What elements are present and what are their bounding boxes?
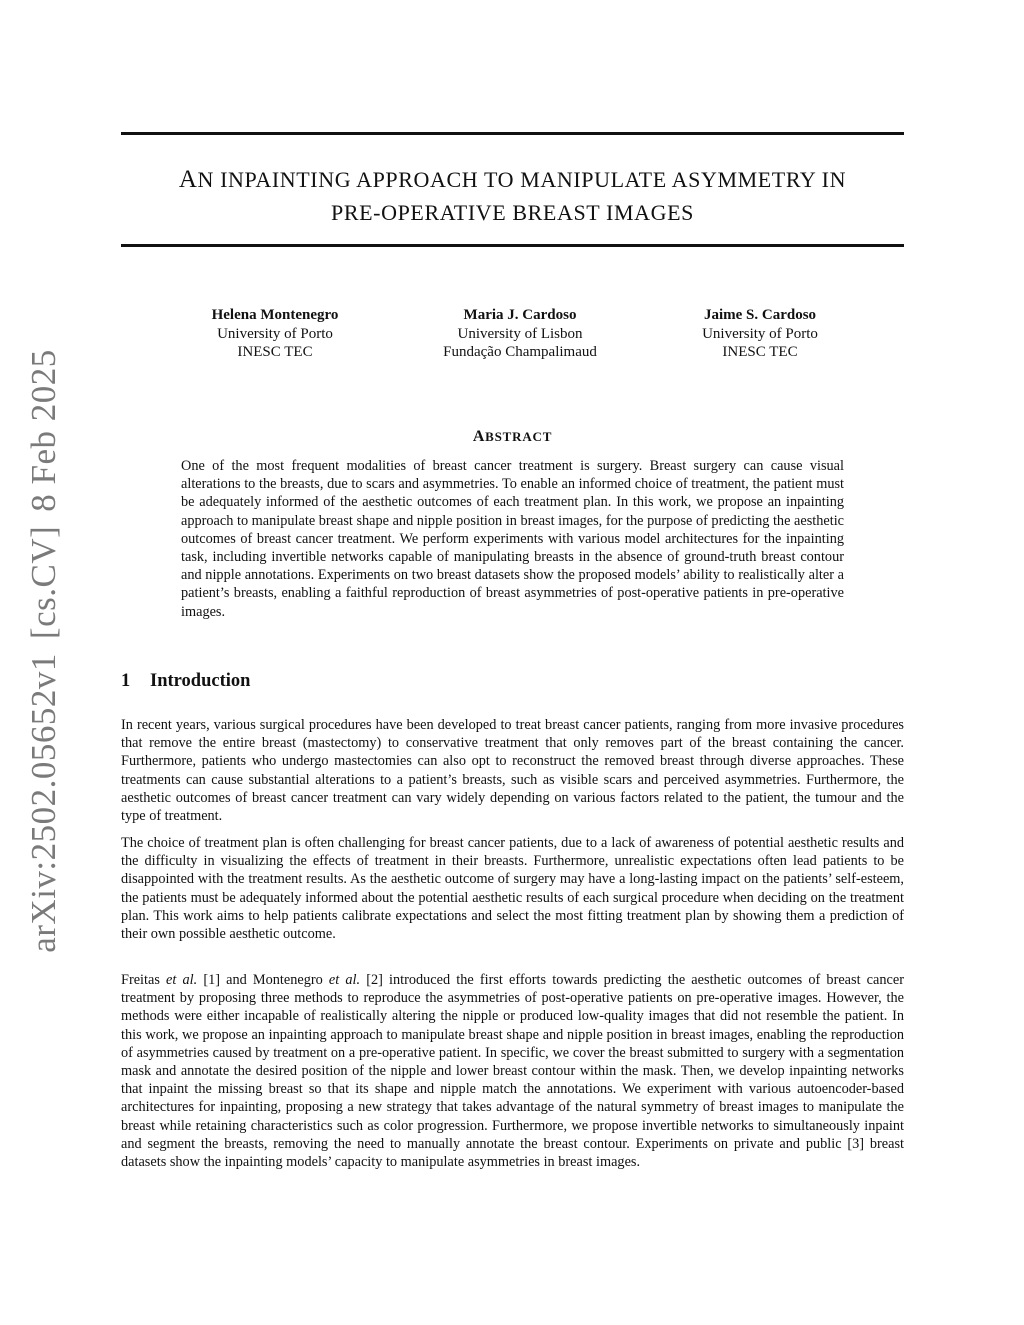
- arxiv-date: 8 Feb 2025: [24, 349, 63, 512]
- para3-text-b: [1] and Montenegro: [197, 972, 329, 988]
- para3-text-c: [2] introduced the first efforts towards predicting the aesthetic outcomes of breast cancer treatment by proposing three methods to reproduce the asymmetries of post-operative patients on pre-operative images. However, the methods were either incapable of realistically altering the nipple or produced low-quality images that did not resemble the patient. In this work, we propose an inpainting approach to manipulate breast shape and nipple position in breast images, enabling the reproduction of asymmetries caused by treatment on a pre-operative patient. In specific, we cover the breast submitted to surgery with a segmentation mask and annotate the desired position of the nipple and lower breast contour within the mask. Then, we develop inpainting networks that inpaint the missing breast so that its shape and nipple match the annotations. We experiment with various autoencoder-based architectures for inpainting, proposing a new strategy that takes advantage of the natural symmetry of breast images to manipulate the breast while retaining characteristics such as color progression. Furthermore, we propose invertible networks to simultaneously inpaint and segment the breasts, removing the need to manually annotate the breast contour. Experiments on private and public [3] breast datasets show the inpainting models’ capacity to manipulate asymmetries in breast images.: [121, 972, 904, 1171]
- author-name: Helena Montenegro: [211, 307, 339, 323]
- title-top-rule: [121, 132, 904, 135]
- abstract-text: One of the most frequent modalities of breast cancer treatment is surgery. Breast surgery can cause visual alterations to the breasts, due to scars and asymmetries. To enable an informed choice of treatment, the patient must be adequately informed of the aesthetic outcomes of each treatment plan. In this work, we propose an inpainting approach to manipulate breast shape and nipple position in breast images, for the purpose of predicting the aesthetic outcomes of breast cancer treatment. We perform experiments with various model architectures for the inpainting task, including invertible networks capable of manipulating breasts in the absence of ground-truth breast contour and nipple annotations. Experiments on two breast datasets show the proposed models’ ability to realistically alter a patient’s breasts, enabling a faithful reproduction of breast asymmetries of post-operative patients in pre-operative images.: [181, 458, 845, 620]
- arxiv-category: [cs.CV]: [24, 525, 63, 640]
- section-title: Introduction: [150, 671, 251, 691]
- author-block: [390, 306, 650, 362]
- intro-paragraph-3: [121, 971, 904, 1171]
- para3-etal-2: et al.: [328, 972, 361, 988]
- paper-title-line-2: PRE-OPERATIVE BREAST IMAGES: [331, 200, 694, 225]
- author-affiliation: University of Lisbon: [457, 325, 583, 342]
- section-heading-introduction: [121, 671, 250, 692]
- abstract-heading: [121, 428, 904, 446]
- abstract-heading-initial: A: [472, 428, 486, 445]
- intro-paragraph-2: The choice of treatment plan is often challenging for breast cancer patients, due to a lack of awareness of potential aesthetic results and the difficulty in visualizing the effects of treatment in their breasts. Furthermore, unrealistic expectations often lead patients to be disappointed with the treatment results. As the aesthetic outcome of surgery may have a long-lasting impact on the patients’ self-esteem, the patients must be adequately informed about the potential aesthetic results of each surgical procedure when deciding on the treatment plan. This work aims to help patients calibrate expectations and select the most fitting treatment plan by showing them a prediction of their own possible aesthetic outcome.: [121, 835, 904, 943]
- title-initial-letter: A: [178, 166, 198, 193]
- author-affiliation: University of Porto: [217, 325, 333, 342]
- author-block: [145, 306, 405, 362]
- author-affiliation: INESC TEC: [237, 344, 313, 360]
- author-affiliation: University of Porto: [702, 325, 818, 342]
- section-number: 1: [121, 671, 131, 691]
- para3-text-a: Freitas: [121, 972, 167, 988]
- title-line-1-text: N INPAINTING APPROACH TO MANIPULATE ASYMMETRY IN: [197, 167, 847, 192]
- abstract-heading-rest: BSTRACT: [485, 429, 553, 444]
- title-bottom-rule: [121, 244, 904, 247]
- author-affiliation: Fundação Champalimaud: [443, 344, 597, 360]
- author-block: [630, 306, 890, 362]
- paper-title-line-1: [121, 164, 904, 196]
- author-name: Maria J. Cardoso: [463, 307, 577, 323]
- arxiv-id: arXiv:2502.05652v1: [24, 653, 63, 953]
- arxiv-side-stamp: [24, 335, 64, 953]
- author-affiliation: INESC TEC: [722, 344, 798, 360]
- para3-etal-1: et al.: [166, 972, 198, 988]
- author-name: Jaime S. Cardoso: [703, 307, 817, 323]
- intro-paragraph-1: In recent years, various surgical procedures have been developed to treat breast cancer patients, ranging from more invasive procedures that remove the entire breast (mastectomy) to conservative treatment that only removes part of the breast containing the cancer. Furthermore, patients who undergo mastectomies can also opt to reconstruct the removed breast through diverse approaches. These treatments can cause substantial alterations to a patient’s breasts, such as visible scars and perceived asymmetries. Furthermore, the aesthetic outcomes of breast cancer treatment can vary widely depending on various factors related to the patient, the tumour and the type of treatment.: [121, 717, 904, 825]
